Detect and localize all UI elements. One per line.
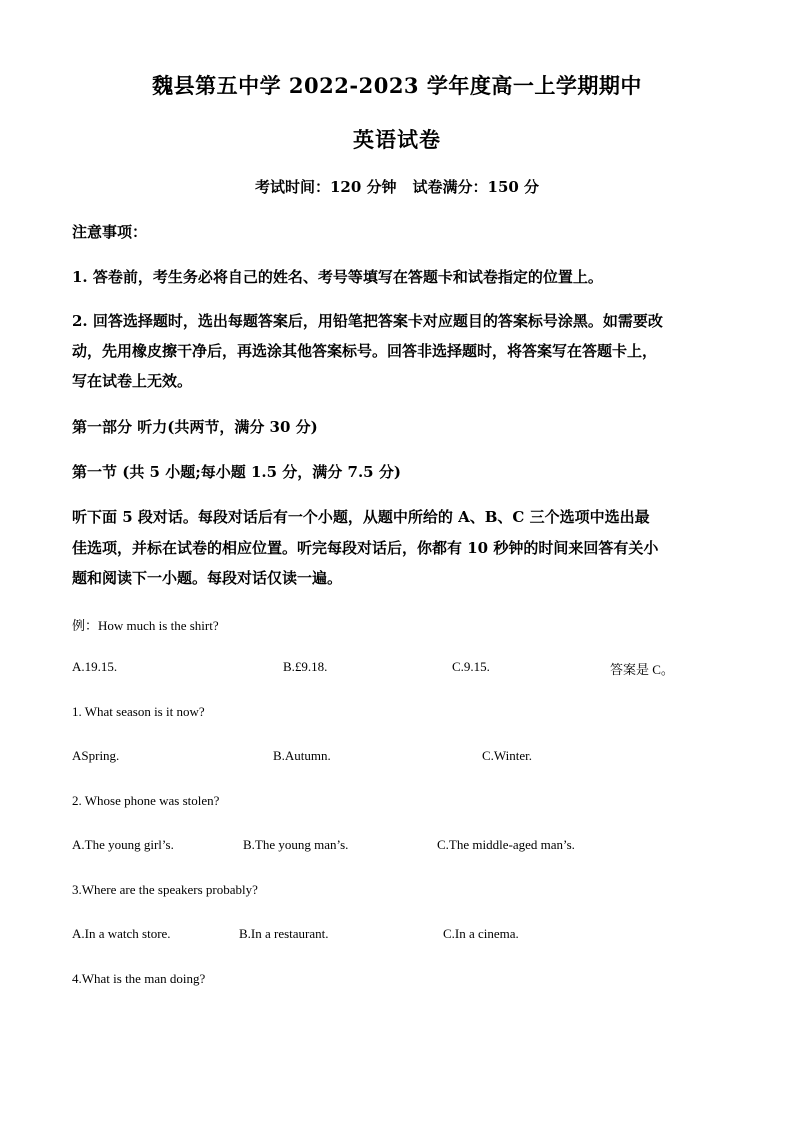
instructions-line-2: 佳选项，并标在试卷的相应位置。听完每段对话后，你都有 10 秒钟的时间来回答有关小 (72, 539, 659, 557)
example-question: 例：How much is the shirt? (72, 618, 219, 633)
question-1-option-b: B.Autumn. (273, 748, 331, 763)
question-3-option-b: B.In a restaurant. (239, 926, 329, 941)
note-item-2-line-2: 动，先用橡皮擦干净后，再选涂其他答案标号。回答非选择题时，将答案写在答题卡上， (72, 342, 658, 360)
question-3: 3.Where are the speakers probably? (72, 882, 258, 897)
question-3-option-a: A.In a watch store. (72, 926, 171, 941)
note-item-2-line-3: 写在试卷上无效。 (72, 372, 193, 390)
question-2-option-c: C.The middle-aged man’s. (437, 837, 575, 852)
instructions-line-1: 听下面 5 段对话。每段对话后有一个小题，从题中所给的 A、B、C 三个选项中选出最 (72, 508, 650, 526)
question-1-option-a: ASpring. (72, 748, 120, 763)
question-2-option-a: A.The young girl’s. (72, 837, 174, 852)
exam-title: 魏县第五中学 2022-2023 学年度高一上学期期中 (152, 73, 642, 98)
notes-heading: 注意事项： (72, 223, 148, 241)
section1-heading: 第一节 (共 5 小题;每小题 1.5 分，满分 7.5 分) (72, 463, 401, 481)
question-2: 2. Whose phone was stolen? (72, 793, 220, 808)
question-1: 1. What season is it now? (72, 704, 205, 719)
subject-title: 英语试卷 (353, 127, 441, 152)
question-3-option-c: C.In a cinema. (443, 926, 519, 941)
question-4: 4.What is the man doing? (72, 971, 206, 986)
example-option-c: C.9.15. (452, 659, 490, 674)
example-option-a: A.19.15. (72, 659, 118, 674)
example-option-b: B.£9.18. (283, 659, 328, 674)
exam-time: 考试时间：120 分钟 (254, 178, 397, 196)
question-2-option-b: B.The young man’s. (243, 837, 349, 852)
example-answer: 答案是 C。 (610, 662, 674, 677)
note-item-2-line-1: 2. 回答选择题时，选出每题答案后，用铅笔把答案卡对应题目的答案标号涂黑。如需要改 (72, 312, 663, 330)
note-item-1: 1. 答卷前，考生务必将自己的姓名、考号等填写在答题卡和试卷指定的位置上。 (72, 268, 603, 286)
full-score: 试卷满分：150 分 (412, 178, 540, 196)
exam-info (0, 176, 794, 197)
question-1-option-c: C.Winter. (482, 748, 533, 763)
instructions-line-3: 题和阅读下一小题。每段对话仅读一遍。 (72, 569, 343, 587)
part1-heading: 第一部分 听力(共两节，满分 30 分) (72, 418, 318, 436)
